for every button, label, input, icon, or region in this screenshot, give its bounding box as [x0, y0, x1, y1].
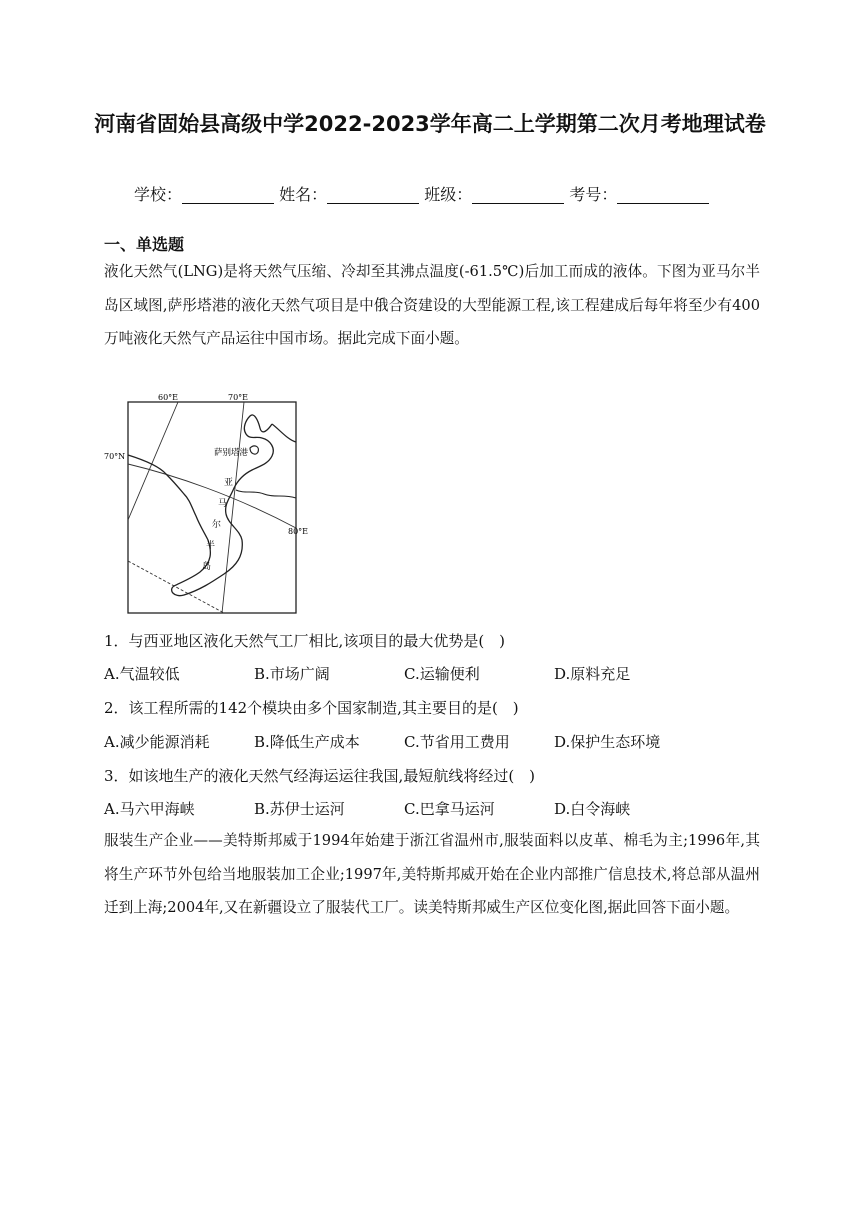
question-2-stem: 2．该工程所需的142个模块由多个国家制造,其主要目的是( ) — [104, 699, 519, 717]
option-d: D.白令海峡 — [554, 800, 631, 818]
port-label: 萨别塔港 — [214, 448, 249, 458]
option-c: C.节省用工费用 — [404, 733, 510, 751]
lon-70-label: 70°E — [228, 393, 249, 402]
lon-60-label: 60°E — [158, 393, 179, 402]
section-heading: 一、单选题 — [104, 235, 185, 254]
peninsula-char-2: 马 — [218, 499, 228, 509]
option-a: A.减少能源消耗 — [104, 733, 210, 751]
option-b: B.苏伊士运河 — [254, 800, 345, 818]
option-b: B.降低生产成本 — [254, 733, 360, 751]
option-d: D.原料充足 — [554, 665, 631, 683]
question-3-stem: 3．如该地生产的液化天然气经海运运往我国,最短航线将经过( ) — [104, 767, 536, 785]
option-c: C.运输便利 — [404, 665, 480, 683]
passage-metersbonwe: 服装生产企业——美特斯邦威于1994年始建于浙江省温州市,服装面料以皮革、棉毛为主;1996年,其将生产环节外包给当地服装加工企业;1997年,美特斯邦威开始在企业内部推广信息技术,将总部从温州迁到上海;2004年,又在新疆设立了服装代工厂。读美特斯邦威生产区位变化图,据此回答下面小题。 — [104, 832, 760, 916]
school-label: 学校： — [134, 185, 183, 204]
number-label: 考号： — [569, 185, 618, 204]
option-d: D.保护生态环境 — [554, 733, 661, 751]
number-blank — [617, 185, 709, 204]
question-1-stem: 1．与西亚地区液化天然气工厂相比,该项目的最大优势是( ) — [104, 632, 506, 650]
class-label: 班级： — [424, 185, 473, 204]
option-c: C.巴拿马运河 — [404, 800, 495, 818]
peninsula-char-5: 岛 — [202, 562, 212, 572]
school-blank — [182, 185, 274, 204]
option-b: B.市场广阔 — [254, 665, 330, 683]
peninsula-char-3: 尔 — [212, 520, 222, 530]
class-blank — [472, 185, 564, 204]
passage-lng: 液化天然气(LNG)是将天然气压缩、冷却至其沸点温度(-61.5℃)后加工而成的液体。下图为亚马尔半岛区域图,萨彤塔港的液化天然气项目是中俄合资建设的大型能源工程,该工程建成后每年将至少有400万吨液化天然气产品运往中国市场。据此完成下面小题。 — [104, 263, 760, 347]
page-title: 河南省固始县高级中学2022-2023学年高二上学期第二次月考地理试卷 — [94, 112, 766, 136]
lat-70-label: 70°N — [104, 452, 126, 461]
option-a: A.气温较低 — [104, 665, 180, 683]
lon-80-label: 80°E — [288, 527, 309, 536]
peninsula-char-1: 亚 — [224, 478, 234, 488]
peninsula-char-4: 半 — [206, 541, 216, 551]
option-a: A.马六甲海峡 — [104, 800, 195, 818]
student-info-line — [134, 182, 754, 208]
yamal-peninsula-map — [104, 390, 309, 615]
name-label: 姓名： — [279, 185, 328, 204]
name-blank — [327, 185, 419, 204]
